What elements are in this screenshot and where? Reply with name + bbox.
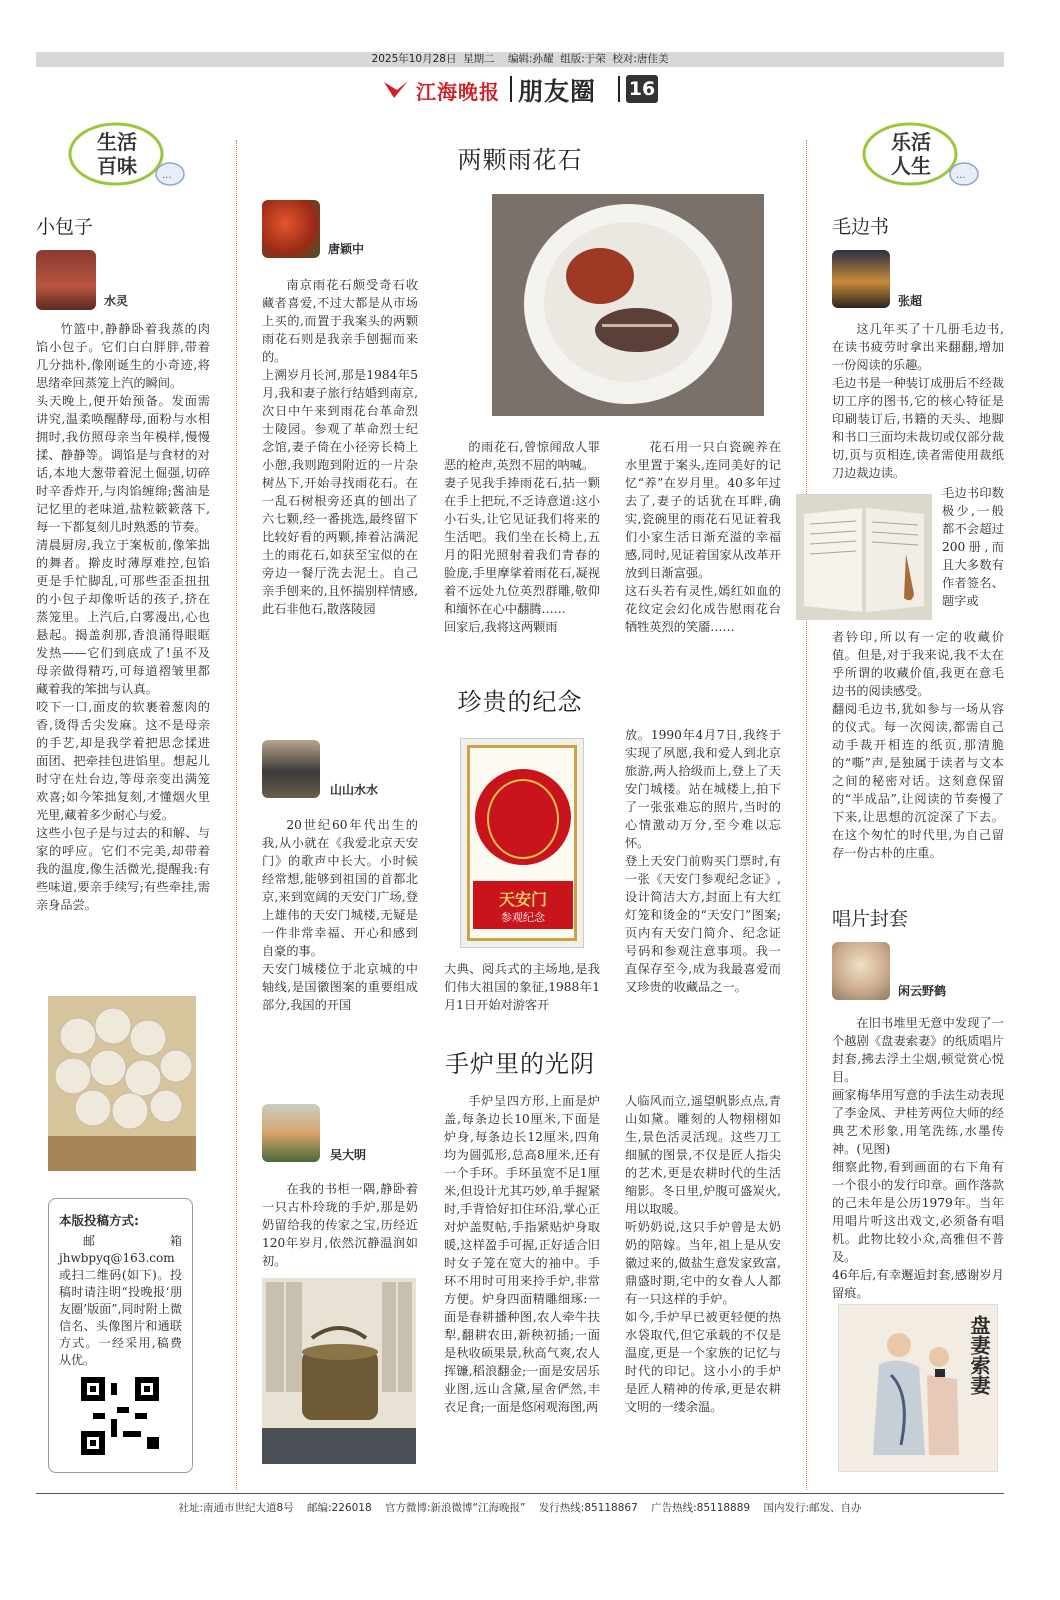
article-title: 珍贵的纪念 bbox=[457, 688, 583, 716]
date-editor-bar: 2025年10月28日 星期二 编辑:孙耀 组版:于荣 校对:唐佳美 bbox=[36, 52, 1004, 67]
article-body: 这几年买了十几册毛边书,在读书疲劳时拿出来翻翻,增加一份阅读的乐趣。 毛边书是一种装订成册后不经裁切工序的图书,它的核心特征是印刷装订后,书籍的天头、地脚和书口三面均未裁切或仅部分裁切,页与页相连,读者需使用裁纸刀边裁边读。 bbox=[832, 322, 1004, 480]
svg-text:...: ... bbox=[162, 170, 172, 181]
section-title: 朋友圈 bbox=[518, 77, 597, 106]
author-name: 山山水水 bbox=[330, 783, 379, 797]
author-avatar bbox=[832, 942, 890, 1000]
hand-warmer-photo bbox=[262, 1278, 416, 1464]
article-title: 小包子 bbox=[36, 216, 94, 238]
article-body: 人临风而立,遥望帆影点点,青山如黛。雕刻的人物栩栩如生,景色活灵活现。这些刀工细腻的图景,不仅是匠人指尖的艺术,更是农耕时代的生活缩影。冬日里,炉腹可盛炭火,用以取暖。 听奶奶说,这只手炉曾是太奶奶的陪嫁。当年,祖上是从安徽过来的,做盐生意发家致富,鼎盛时期,宅中的女眷人人都有一只这样的手炉。 如今,手炉早已被更轻便的热水袋取代,但它承载的不仅是温度,更是一个家族的记忆与时代的印记。这小小的手炉是匠人精神的传承,更是农耕文明的一缕余温。 bbox=[625, 1094, 781, 1414]
submission-body: 邮箱jhwbpyq@163.com或扫二维码(如下)。投稿时请注明“投晚报‘朋友圈’版面”,同时附上微信名、头像图片和通联方式。一经采用,稿费从优。 bbox=[59, 1234, 182, 1367]
author-avatar bbox=[36, 250, 96, 310]
ticket-title: 天安门 bbox=[498, 890, 547, 909]
article-body: 南京雨花石颇受奇石收藏者喜爱,不过大都是从市场上买的,而置于我案头的两颗雨花石则是我亲手刨掘而来的。 上溯岁月长河,那是1984年5月,我和妻子旅行结婚到南京,次日中午来到雨花台革命烈士陵园。参观了革命烈士纪念馆,妻子倚在小径旁长椅上小憩,我则跑到附近的一片杂树丛下,开始寻找雨花石。在一乱石树根旁还真的刨出了六七颗,经一番挑选,最终留下比较好看的两颗,捧着沾满泥土的雨花石,如获至宝似的在旁边一餐厅洗去泥土。自己亲手刨来的,且怀揣别样情感,此石非他石,散落陵园 bbox=[262, 278, 418, 616]
article-body: 的雨花石,曾惊闻敌人罪恶的枪声,英烈不屈的呐喊。 妻子见我手捧雨花石,拈一颗在手上把玩,不乏诗意道:这小小石头,让它见证我们将来的生活吧。我们坐在长椅上,五月的阳光照射着我们青春的脸庞,手里摩挲着雨花石,凝视着不远处九位英烈群雕,敬仰和缅怀在心中翻腾…… 回家后,我将这两颗雨 bbox=[444, 440, 600, 634]
author-name: 张超 bbox=[898, 294, 923, 308]
column-divider bbox=[806, 140, 807, 1490]
article-body: 花石用一只白瓷碗养在水里置于案头,连同美好的记忆“养”在岁月里。40多年过去了,妻子的话犹在耳畔,确实,瓷碗里的雨花石见证着我们小家生活日渐充溢的幸福感,同时,见证着国家从改革开放到日渐富强。 这石头若有灵性,嫣红如血的花纹定会幻化成告慰雨花台牺牲英烈的笑靥…… bbox=[625, 440, 781, 634]
author-avatar bbox=[832, 250, 890, 308]
newspaper-brand: 江海晚报 bbox=[416, 80, 500, 104]
article-body: 者钤印,所以有一定的收藏价值。但是,对于我来说,我不太在乎所谓的收藏价值,我更在意毛边书的阅读感受。 翻阅毛边书,犹如参与一场从容的仪式。每一次阅读,都需自己动手裁开相连的纸页,那清脆的“嘶”声,是独属于读者与文本之间的秘密对话。这刻意保留的“半成品”,让阅读的节奏慢了下来,让思想的沉淀深了下去。在这个匆忙的时代里,为自己留存一份古朴的庄重。 bbox=[832, 630, 1004, 860]
baozi-photo bbox=[48, 996, 196, 1171]
article-body: 手炉呈四方形,上面是炉盖,每条边长10厘米,下面是炉身,每条边长12厘米,四角均为圆弧形,总高8厘米,还有一个手环。手环虽宽不足1厘米,但设计尤其巧妙,单手握紧时,手背恰好扣住环沿,掌心正对炉盖熨帖,手指紧贴炉身取暖,这样盈手可握,正好适合旧时女子笼在宽大的袖中。手环不用时可用来拎手炉,非常方便。炉身四面精雕细琢:一面是春耕播种图,农人牵牛扶犁,翻耕农田,新秧初插;一面是秋收硕果景,秋高气爽,农人挥镰,稻浪翻金;一面是安居乐业图,远山含黛,屋舍俨然,丰衣足食;一面是悠闲观海图,两 bbox=[444, 1094, 600, 1414]
submission-title: 本版投稿方式: bbox=[59, 1213, 139, 1228]
calligraphy-title: 盘妻索妻 bbox=[967, 1315, 991, 1395]
author-name: 闲云野鹤 bbox=[898, 984, 947, 998]
article-body: 毛边书印数极少,一般都不会超过200册,而且大多数有作者签名、题字或 bbox=[942, 486, 1004, 608]
article-body: 大典、阅兵式的主场地,是我们伟大祖国的象征,1988年1月1日开始对游客开 bbox=[444, 962, 600, 1012]
qr-code-icon[interactable] bbox=[81, 1377, 159, 1455]
masthead bbox=[380, 72, 680, 108]
author-name: 吴大明 bbox=[330, 1148, 367, 1162]
author-avatar bbox=[262, 200, 320, 258]
section-badge-life: ... 生活 百味 bbox=[66, 120, 166, 190]
article-body: 放。1990年4月7日,我终于实现了夙愿,我和爱人到北京旅游,两人拾级而上,登上了天安门城楼。站在城楼上,拍下了一张张难忘的照片,当时的心情激动万分,至今难以忘怀。 登上天安门前购买门票时,有一张《天安门参观纪念证》,设计简洁大方,封面上有大红灯笼和烫金的“天安门”图案;页内有天安门简介、纪念证号码和参观注意事项。我一直保存至今,成为我最喜爱而又珍贵的收藏品之一。 bbox=[625, 728, 781, 994]
article-body: 20世纪60年代出生的我,从小就在《我爱北京天安门》的歌声中长大。小时候经常想,能够到祖国的首都北京,来到宽阔的天安门广场,登上雄伟的天安门城楼,无疑是一件非常幸福、开心和感到自豪的事。 天安门城楼位于北京城的中轴线,是国徽图案的重要组成部分,我国的开国 bbox=[262, 818, 418, 1012]
ticket-subtitle: 参观纪念 bbox=[501, 911, 545, 924]
article-body: 在旧书堆里无意中发现了一个越剧《盘妻索妻》的纸质唱片封套,拂去浮土尘烟,顿觉赏心悦目。 画家梅华用写意的手法生动表现了李金凤、尹桂芳两位大师的经典艺术形象,用笔洗练,水墨传神。(见图) 细察此物,看到画面的右下角有一个很小的发行印章。画作落款的己未年是公历1979年。当年用唱片听这出戏文,必须备有唱机。此物比较小众,高雅但不普及。 46年后,有幸邂逅封套,感谢岁月留痕。 bbox=[832, 1016, 1004, 1300]
newspaper-logo-icon bbox=[382, 78, 410, 102]
footer-info: 社址:南通市世纪大道8号 邮编:226018 官方微博:新浪微博“江海晚报” 发行热线:85118867 广告热线:85118889 国内发行:邮发、自办 bbox=[36, 1493, 1004, 1515]
article-title: 手炉里的光阴 bbox=[445, 1050, 595, 1078]
author-avatar bbox=[262, 740, 320, 798]
tiananmen-ticket-photo bbox=[460, 738, 584, 948]
article-body: 在我的书柜一隅,静卧着一只古朴玲珑的手炉,那是奶奶留给我的传家之宝,历经近120年岁月,依然沉静温润如初。 bbox=[262, 1182, 418, 1268]
article-title: 两颗雨花石 bbox=[457, 146, 583, 174]
author-avatar bbox=[262, 1104, 320, 1162]
column-divider bbox=[236, 140, 237, 1490]
article-body: 竹篮中,静静卧着我蒸的肉馅小包子。它们白白胖胖,带着几分拙朴,像刚诞生的小奇迹,将思绪牵回蒸笼上汽的瞬间。 头天晚上,便开始预备。发面需讲究,温柔唤醒酵母,面粉与水相拥时,我仿照母亲当年模样,慢慢揉、静静等。调馅是与食材的对话,本地大葱带着泥土倔强,切碎时辛香炸开,与肉馅缠绵;酱油是记忆里的老味道,盐粒簌簌落下,每一下都复刻儿时熟悉的节奏。 清晨厨房,我立于案板前,像笨拙的舞者。擀皮时薄厚难控,包馅更是手忙脚乱,可那些歪歪扭扭的小包子却像听话的孩子,挤在蒸笼里。上汽后,白雾漫出,心也悬起。揭盖刹那,香浪涌得眼眶发热——它们到底成了!虽不及母亲做得精巧,可每道褶皱里都藏着我的笨拙与认真。 咬下一口,面皮的软裹着葱肉的香,烫得舌尖发麻。这不是母亲的手艺,却是我学着把思念揉进面团、把牵挂包进馅里。想起儿时守在灶台边,等母亲变出满笼欢喜;如今笨拙复刻,才懂烟火里光里,藏着多少耐心与爱。 这些小包子是与过去的和解、与家的呼应。它们不完美,却带着我的温度,像生活微光,提醒我:有些味道,要亲手续写;有些牵挂,需亲身品尝。 bbox=[36, 322, 210, 912]
article-title: 唱片封套 bbox=[832, 908, 909, 930]
author-name: 唐颖中 bbox=[328, 242, 365, 256]
rain-flower-stone-photo bbox=[492, 194, 764, 416]
page-number: 16 bbox=[626, 75, 658, 103]
svg-text:...: ... bbox=[956, 170, 966, 181]
section-badge-leisure: ... 乐活 人生 bbox=[860, 120, 960, 190]
author-name: 水灵 bbox=[104, 294, 129, 308]
record-sleeve-photo bbox=[838, 1304, 998, 1472]
article-title: 毛边书 bbox=[832, 216, 890, 238]
deckle-edge-book-photo bbox=[796, 494, 932, 620]
submission-box bbox=[48, 1198, 193, 1473]
